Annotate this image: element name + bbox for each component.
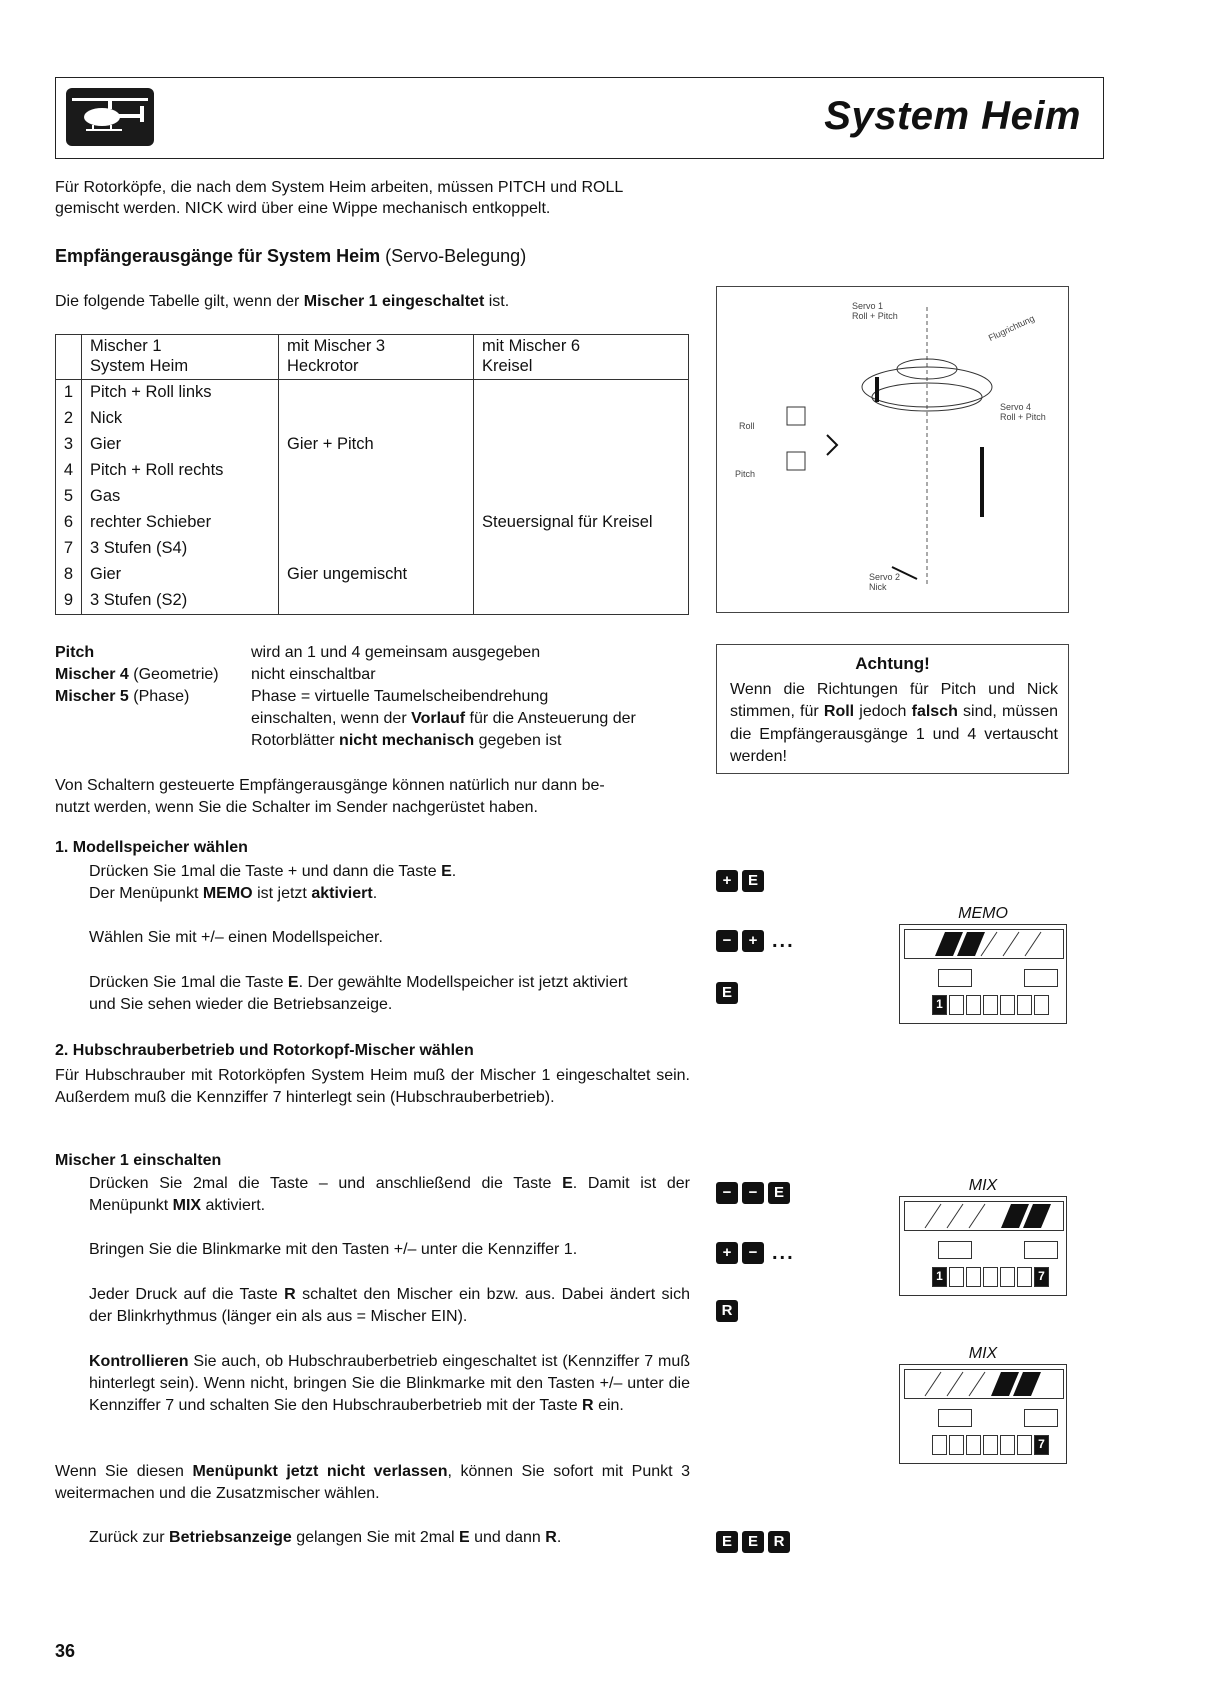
- page-number: 36: [55, 1641, 76, 1661]
- keys-minus-plus: [716, 928, 795, 954]
- lcd-memo: [899, 904, 1067, 1024]
- lcd-bar: [904, 1201, 1064, 1231]
- table-header-cell: mit Mischer 6 Kreisel: [474, 335, 689, 380]
- lcd-digit: [966, 995, 981, 1015]
- step1-text-a1: Drücken Sie 1mal die Taste + und dann die Taste E.: [89, 863, 457, 880]
- intro-line-1: Für Rotorköpfe, die nach dem System Heim arbeiten, müssen PITCH und ROLL: [55, 179, 624, 196]
- legend-m4-label: Mischer 4 (Geometrie): [55, 666, 219, 683]
- legend-pitch-text: wird an 1 und 4 gemeinsam ausgegeben: [251, 644, 541, 661]
- lcd-digits: [932, 1267, 1049, 1287]
- switch-note-1: Von Schaltern gesteuerte Empfängerausgänge können natürlich nur dann be-: [55, 777, 605, 794]
- lcd-digit: [966, 1435, 981, 1455]
- keys-minus-minus-e: [716, 1182, 790, 1204]
- lcd-digit: [966, 1267, 981, 1287]
- switch-note-2: nutzt werden, wenn Sie die Schalter im Sender nachgerüstet haben.: [55, 799, 538, 816]
- step1-text-c2: und Sie sehen wieder die Betriebsanzeige.: [89, 996, 393, 1013]
- lcd-digits: [932, 1435, 1049, 1455]
- lcd-bar: [904, 1369, 1064, 1399]
- lcd-digit: [983, 995, 998, 1015]
- page-title: System Heim: [824, 94, 1081, 138]
- table-row: 4 Pitch + Roll rechts: [56, 458, 689, 484]
- legend-m5-text-2: einschalten, wenn der Vorlauf für die Ansteuerung der: [251, 710, 636, 727]
- plus-key-icon: +: [716, 1242, 738, 1264]
- table-header-cell: Mischer 1 System Heim: [82, 335, 279, 380]
- step1-heading: 1. Modellspeicher wählen: [55, 839, 248, 856]
- outputs-heading: Empfängerausgänge für System Heim (Servo-Belegung): [55, 246, 527, 266]
- lcd-box: [1024, 1241, 1058, 1259]
- lcd-digit: [983, 1435, 998, 1455]
- r-key-icon: R: [716, 1300, 738, 1322]
- lcd-frame: [899, 924, 1067, 1024]
- legend-m5-text-3: Rotorblätter nicht mechanisch gegeben ist: [251, 732, 562, 749]
- step2-heading: 2. Hubschrauberbetrieb und Rotorkopf-Mischer wählen: [55, 1042, 474, 1059]
- table-row: 7 3 Stufen (S4): [56, 536, 689, 562]
- lcd-digit: [949, 1267, 964, 1287]
- lcd-digit-active: 1: [932, 1267, 947, 1287]
- e-key-icon: E: [716, 1531, 738, 1553]
- minus-key-icon: −: [716, 1182, 738, 1204]
- minus-key-icon: −: [742, 1242, 764, 1264]
- legend-m5-text: Phase = virtuelle Taumelscheibendrehung: [251, 688, 549, 705]
- lcd-mix-label: MIX: [968, 1345, 998, 1362]
- lcd-frame: [899, 1364, 1067, 1464]
- lcd-digit: [949, 995, 964, 1015]
- lcd-mix-label: MIX: [968, 1177, 998, 1194]
- helicopter-icon: [66, 88, 154, 146]
- keys-plus-e: [716, 870, 764, 892]
- lcd-digit: [1000, 995, 1015, 1015]
- lcd-digit: [1000, 1267, 1015, 1287]
- e-key-icon: E: [742, 1531, 764, 1553]
- plus-key-icon: +: [716, 870, 738, 892]
- step2-text-f: Zurück zur Betriebsanzeige gelangen Sie mit 2mal E und dann R.: [89, 1529, 562, 1546]
- figure-label-servo2-sub: Nick: [869, 582, 887, 592]
- keys-plus-minus: [716, 1240, 795, 1266]
- lcd-box: [938, 1241, 972, 1259]
- intro-line-2: gemischt werden. NICK wird über eine Wippe mechanisch entkoppelt.: [55, 200, 551, 217]
- e-key-icon: E: [768, 1182, 790, 1204]
- lcd-memo-label: MEMO: [958, 905, 1008, 922]
- figure-label-servo2: Servo 2: [869, 572, 901, 582]
- table-row: 2 Nick: [56, 406, 689, 432]
- lcd-digit-active: 7: [1034, 1267, 1049, 1287]
- keys-e-e-r: [716, 1531, 790, 1553]
- servo-assignment-table: [55, 334, 689, 615]
- minus-key-icon: −: [716, 930, 738, 952]
- table-row: 6 rechter Schieber Steuersignal für Kreisel: [56, 510, 689, 536]
- step1-text-c1: Drücken Sie 1mal die Taste E. Der gewählte Modellspeicher ist jetzt aktiviert: [89, 974, 628, 991]
- keys-r: [716, 1300, 738, 1322]
- lcd-digit: [949, 1435, 964, 1455]
- lcd-digits: [932, 995, 1049, 1015]
- table-row: 1 Pitch + Roll links: [56, 380, 689, 407]
- figure-label-roll: Roll: [739, 421, 755, 431]
- figure-label-servo1: Servo 1: [852, 301, 884, 311]
- legend-m4-text: nicht einschaltbar: [251, 666, 376, 683]
- lcd-box: [1024, 969, 1058, 987]
- swashplate-figure: [716, 286, 1069, 613]
- table-row: 9 3 Stufen (S2): [56, 588, 689, 615]
- table-row: 5 Gas: [56, 484, 689, 510]
- lcd-digit: [983, 1267, 998, 1287]
- lcd-digit: [1034, 995, 1049, 1015]
- e-key-icon: E: [716, 982, 738, 1004]
- lcd-bar: [904, 929, 1064, 959]
- step2-text-e: Wenn Sie diesen Menüpunkt jetzt nicht verlassen, können Sie sofort mit Punkt 3 weitermachen und die Zusatzmischer wählen.: [55, 1463, 691, 1503]
- minus-key-icon: −: [742, 1182, 764, 1204]
- figure-label-flugrichtung: Flugrichtung: [986, 313, 1036, 344]
- lcd-digit: [1000, 1435, 1015, 1455]
- table-note: Die folgende Tabelle gilt, wenn der Mischer 1 eingeschaltet ist.: [55, 293, 510, 310]
- swashplate-drawing: [717, 287, 1068, 612]
- lcd-digit-active: 7: [1034, 1435, 1049, 1455]
- table-row: 8 Gier Gier ungemischt: [56, 562, 689, 588]
- warning-box: [716, 644, 1069, 774]
- e-key-icon: E: [742, 870, 764, 892]
- step2-text-d: Kontrollieren Sie auch, ob Hubschrauberbetrieb eingeschaltet ist (Kennziffer 7 muß hinterlegt sein). Wenn nicht, bringen Sie die Blinkmarke mit den Tasten +/– unter die Kennziffer 7 und schalten Sie den Hubschrauberbetrieb mit der Taste R ein.: [89, 1353, 690, 1415]
- r-key-icon: R: [768, 1531, 790, 1553]
- lcd-digit-active: 1: [932, 995, 947, 1015]
- lcd-mix-1: [899, 1176, 1067, 1296]
- step1-text-a2: Der Menüpunkt MEMO ist jetzt aktiviert.: [89, 885, 378, 902]
- lcd-mix-2: [899, 1344, 1067, 1464]
- figure-label-servo4: Servo 4: [1000, 402, 1032, 412]
- table-header-row: [56, 335, 689, 380]
- lcd-digit: [932, 1435, 947, 1455]
- plus-key-icon: +: [742, 930, 764, 952]
- step1-text-b: Wählen Sie mit +/– einen Modellspeicher.: [89, 929, 383, 946]
- dots: ...: [772, 1242, 795, 1264]
- step2-text-c: Jeder Druck auf die Taste R schaltet den Mischer ein bzw. aus. Dabei ändert sich der Blinkrhythmus (länger ein als aus = Mischer EIN).: [89, 1286, 690, 1326]
- lcd-frame: [899, 1196, 1067, 1296]
- lcd-digit: [1017, 1435, 1032, 1455]
- figure-label-servo4-sub: Roll + Pitch: [1000, 412, 1046, 422]
- warning-text: Wenn die Richtungen für Pitch und Nick stimmen, für Roll jedoch falsch sind, müssen die Empfängerausgänge 1 und 4 vertauscht werden!: [730, 681, 1059, 766]
- table-header-cell: mit Mischer 3 Heckrotor: [279, 335, 474, 380]
- step2-text-a: Drücken Sie 2mal die Taste – und anschließend die Taste E. Damit ist der Menüpunkt MIX aktiviert.: [89, 1175, 691, 1215]
- figure-label-pitch: Pitch: [735, 469, 756, 479]
- dots: ...: [772, 930, 795, 952]
- lcd-digit: [1017, 995, 1032, 1015]
- step2-subheading: Mischer 1 einschalten: [55, 1152, 222, 1169]
- page-header: [55, 77, 1104, 159]
- figure-label-servo1-sub: Roll + Pitch: [852, 311, 898, 321]
- lcd-digit: [1017, 1267, 1032, 1287]
- lcd-box: [938, 1409, 972, 1427]
- table-row: 3 Gier Gier + Pitch: [56, 432, 689, 458]
- legend-pitch-label: Pitch: [55, 644, 95, 661]
- lcd-box: [938, 969, 972, 987]
- keys-e: [716, 982, 738, 1004]
- warning-title: Achtung!: [855, 654, 930, 673]
- step2-text-b: Bringen Sie die Blinkmarke mit den Tasten +/– unter die Kennziffer 1.: [89, 1241, 578, 1258]
- lcd-box: [1024, 1409, 1058, 1427]
- legend-m5-label: Mischer 5 (Phase): [55, 688, 190, 705]
- step2-intro: Für Hubschrauber mit Rotorköpfen System Heim muß der Mischer 1 eingeschaltet sein. Außerdem muß die Kennziffer 7 hinterlegt sein (Hubschrauberbetrieb).: [55, 1067, 690, 1107]
